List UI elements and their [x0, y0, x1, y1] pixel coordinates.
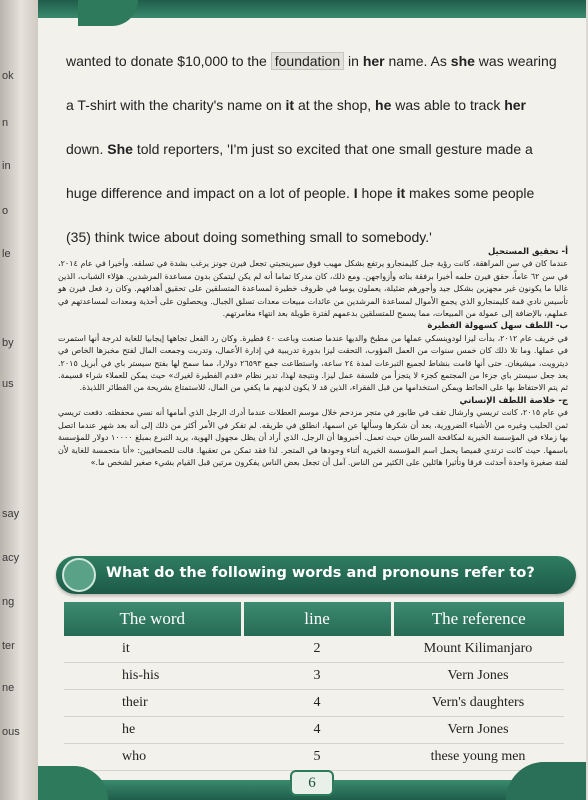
exercise-title: What do the following words and pronouns refer to?: [106, 565, 535, 581]
footer-leaf-right: [506, 762, 586, 800]
section-heading: ج- خلاصة اللطف الإنساني: [459, 395, 568, 406]
gutter-fragment: ous: [2, 726, 20, 738]
passage-line: (35) think twice about doing something small to somebody.': [66, 229, 432, 245]
gutter-fragment: acy: [2, 552, 20, 564]
arabic-translation: [58, 246, 568, 469]
translation-paragraph: في خريف عام ٢٠١٢، بدأت ليزا لودوينسكي عملها من مطبخ والديها عندما صنعت وباعت ٤٠ فطيرة. وكان رد الفعل تجاهها إيجابيا للغاية لدرجة أنها استمرت في عملها. وما تلا ذلك كان خمس سنوات من العمل المؤوب، التحقت ليزا بدورة تدريبية في إدارة الأعمال، وتدربت وجمعت المال لفتح مخبزها الخاص في ديترويت، ميشيغان. حتى أنها قامت بنشاط لجميع التبرعات لمدة ٢٤ ساعة، واستطاعت جمع ٢٦٥٩٣ دولارا، مما سمح لها بفتح سيستر باي في أبريل ٢٠١٥. يعد جعل سيستر باي جزءا من المجتمع كجزء لا يتجزأ من فلسفة عمل ليزا. ونتيجة لهذا، تدير نظام «قدم الفطيرة لغيرك» حيث يمكن للعملاء شراء قسيمة. ثم يتم الاحتفاظ بها على الحائط ويمكن استخدامها من قبل الفقراء، الذين قد لا يكون لديهم ما يكفي من المال، للاستمتاع بشريحة من الفطائر اللذيذة.: [58, 333, 569, 393]
table-row: [64, 663, 564, 690]
gutter-fragment: ter: [2, 640, 15, 652]
column-header-line: line: [242, 602, 392, 636]
word-cell: his-his: [64, 663, 242, 690]
line-cell: 3: [242, 663, 392, 690]
word-cell: he: [64, 717, 242, 744]
gutter-fragment: ng: [2, 596, 15, 608]
table-row: [64, 690, 564, 717]
line-cell: 5: [242, 744, 392, 771]
translation-paragraph: عندما كان في سن المراهقة، كانت رؤية جبل كليمنجارو يرتفع بشكل مهيب فوق سيرينجيتي تجعل فيرن جونز يرغب بشدة في تسلقه. وأخيرا في عام ٢٠١٤، في سن ٦٢ عاماً، حقق فيرن حلمه أخيرا برفقة بناته وأزواجهن. ومع ذلك، كان مدركا تماما أنه لم يكن ليتمكن بدون مساعدة المرشدين. هؤلاء الشباب، الذين غالبا ما يكونون غير مجهزين بشكل جيد وأجورهم ضئيلة، يعملون يوميا في ظروف خطيرة لمساعدة المتسلقين على تحقيق أهدافهم. وكان رد فعل فيرن هو تأسيس نادي قمة كليمنجارو الذي يجمع الأموال لمساعدة المرشدين من عائدات مبيعات معدات تسلق الجبال. ويحصلون على أحذية ومعدات لمساعدتهم في عملهم، بالإضافة إلى عمولة من المبيعات، مما يسمح للمتسلقين بدعمهم لفترة طويلة بعد انتهاء مغامرتهم.: [58, 259, 569, 319]
highlighted-word: foundation: [271, 52, 344, 70]
banner-circle-icon: [62, 558, 96, 592]
gutter-fragment: say: [2, 508, 20, 520]
reference-cell: these young men: [392, 744, 564, 771]
book-page: [38, 0, 586, 800]
column-header-reference: The reference: [392, 602, 564, 636]
table-row: [64, 636, 564, 663]
table-header-row: [64, 602, 564, 636]
table-row: [64, 717, 564, 744]
footer-leaf-left: [38, 766, 108, 800]
gutter-fragment: in: [2, 160, 11, 172]
english-passage: [66, 48, 566, 268]
line-cell: 4: [242, 690, 392, 717]
line-cell: 4: [242, 717, 392, 744]
reference-table: [64, 602, 564, 771]
gutter-fragment: by: [2, 337, 14, 349]
gutter-fragment: n: [2, 117, 9, 129]
line-cell: 2: [242, 636, 392, 663]
passage-line: a T-shirt with the charity's name on it at the shop, he was able to track her: [66, 97, 526, 113]
column-header-word: The word: [64, 602, 242, 636]
gutter-fragment: o: [2, 205, 9, 217]
section-heading: ب- اللطف سهل كسهولة الفطيرة: [427, 321, 568, 332]
reference-cell: Vern Jones: [392, 663, 564, 690]
top-leaf-decoration: [78, 0, 138, 26]
gutter-fragment: ne: [2, 682, 15, 694]
word-cell: their: [64, 690, 242, 717]
passage-line: huge difference and impact on a lot of people. I hope it makes some people: [66, 185, 535, 201]
word-cell: who: [64, 744, 242, 771]
gutter-fragment: ok: [2, 70, 14, 82]
reference-cell: Vern Jones: [392, 717, 564, 744]
reference-cell: Vern's daughters: [392, 690, 564, 717]
page-footer: [38, 762, 586, 800]
page-number: 6: [290, 770, 334, 796]
previous-page-edge: [0, 0, 38, 800]
translation-paragraph: في عام ٢٠١٥، كانت تريسي وارشال تقف في طابور في متجر مزدحم خلال موسم العطلات عندما أدرك الرجل الذي أمامها أنه نسي محفظته. دفعت تريسي ثمن الحليب وغيره من الأشياء الضرورية، بعد أن شكرها وسألها عن اسمها، انطلق في طريقه. لم تفكر في الأمر أكثر من ذلك إلى أنه بعد شهر عندما اتصل بها زملاء في المؤسسة الخيرية لمكافحة السرطان حيث تعمل. أخبروها أن الرجل، الذي أراد أن يظل مجهول الهوية، يريد التبرع بمبلغ ١٠٠٠٠ دولار للمؤسسة باسمها. حيث كانت ترتدي قميصا يحمل اسم المؤسسة الخيرية أثناء وجودها في المتجر. لذا فقد تمكن من تعقبها. قالت للصحافيين: «أنا متحمسة للغاية لأن لفتة صغيرة واحدة أحدثت فرقا وتأثيرا هائلين على الكثير من الناس. آمل أن تجعل بعض الناس يفكرون مرتين قبل القيام بشيء صغير لشخص ما.»: [58, 408, 568, 467]
gutter-fragment: le: [2, 248, 11, 260]
passage-line: wanted to donate $10,000 to the foundation in her name. As she was wearing: [66, 53, 557, 69]
exercise-banner: [56, 556, 576, 594]
passage-line: down. She told reporters, 'I'm just so excited that one small gesture made a: [66, 141, 533, 157]
gutter-fragment: us: [2, 378, 14, 390]
word-cell: it: [64, 636, 242, 663]
reference-cell: Mount Kilimanjaro: [392, 636, 564, 663]
section-heading: أ- تحقيق المستحيل: [487, 247, 568, 257]
